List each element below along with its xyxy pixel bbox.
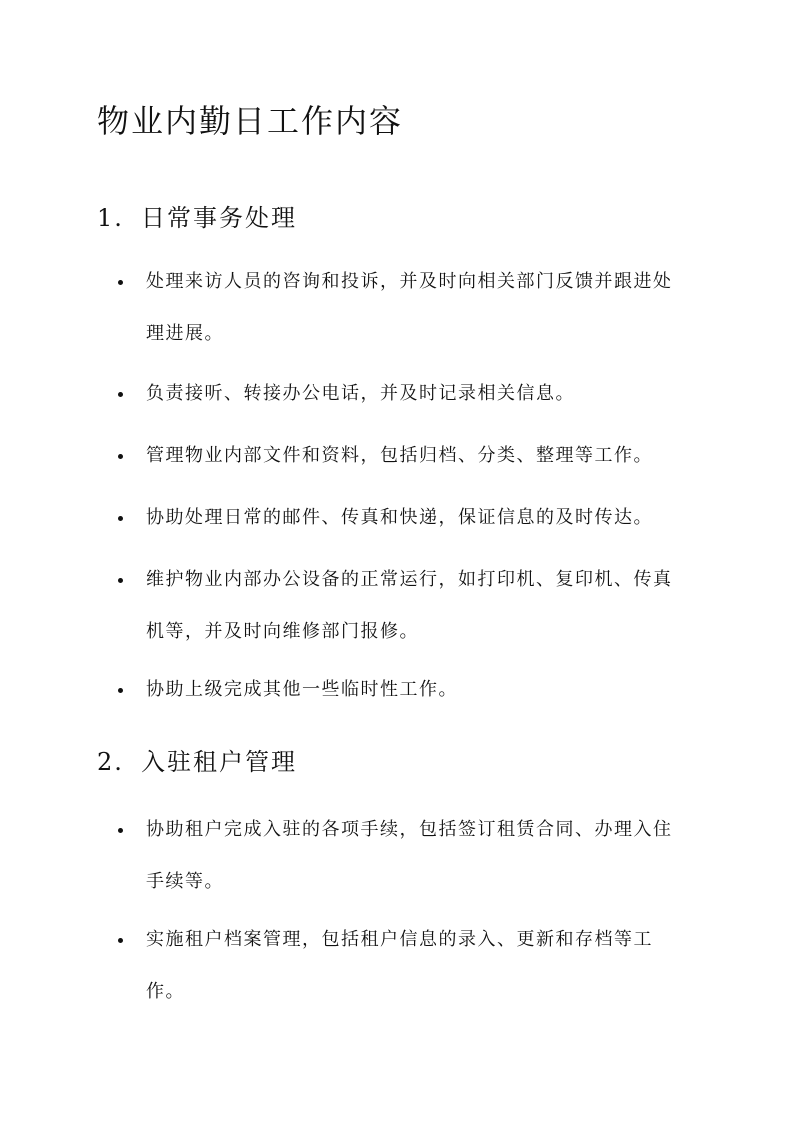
list-item [118, 368, 678, 420]
list-item-text: 协助上级完成其他一些临时性工作。 [146, 679, 458, 700]
list-item [118, 430, 678, 482]
list-item-text: 处理来访人员的咨询和投诉，并及时向相关部门反馈并跟进处理进展。 [146, 271, 673, 344]
list-item [118, 256, 678, 360]
bullet-dot-icon [118, 578, 123, 583]
list-item-text: 负责接听、转接办公电话，并及时记录相关信息。 [146, 383, 575, 404]
bullet-dot-icon [118, 516, 123, 521]
section-number: 1. [97, 204, 124, 232]
bullet-dot-icon [118, 280, 123, 285]
bullet-dot-icon [118, 938, 123, 943]
bullet-dot-icon [118, 688, 123, 693]
section-heading-1 [97, 198, 297, 233]
section-number: 2. [97, 748, 124, 776]
list-item [118, 914, 678, 1018]
list-item-text: 协助处理日常的邮件、传真和快递，保证信息的及时传达。 [146, 507, 653, 528]
list-item-text: 管理物业内部文件和资料，包括归档、分类、整理等工作。 [146, 445, 653, 466]
list-item [118, 804, 678, 908]
list-item [118, 554, 678, 658]
list-item-text: 协助租户完成入驻的各项手续，包括签订租赁合同、办理入住手续等。 [146, 819, 673, 892]
list-item [118, 664, 678, 716]
section-title: 入驻租户管理 [141, 748, 297, 776]
list-item-text: 实施租户档案管理，包括租户信息的录入、更新和存档等工作。 [146, 929, 653, 1002]
bullet-dot-icon [118, 454, 123, 459]
section-heading-2 [97, 742, 297, 777]
list-item-text: 维护物业内部办公设备的正常运行，如打印机、复印机、传真机等，并及时向维修部门报修。 [146, 569, 673, 642]
bullet-dot-icon [118, 828, 123, 833]
bullet-dot-icon [118, 392, 123, 397]
section-title: 日常事务处理 [141, 204, 297, 232]
list-item [118, 492, 678, 544]
document-title: 物业内勤日工作内容 [97, 102, 404, 140]
